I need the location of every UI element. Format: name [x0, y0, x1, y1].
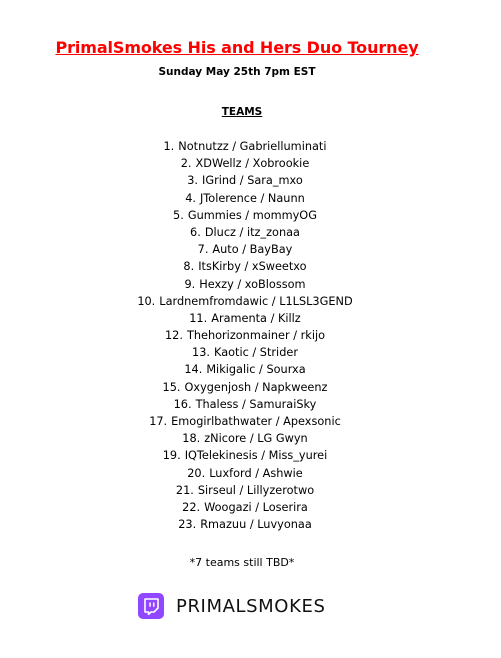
team-number: 23. — [178, 518, 197, 532]
team-names: zNicore / LG Gwyn — [204, 432, 308, 446]
team-number: 19. — [162, 449, 181, 463]
team-names: Thehorizonmainer / rkijo — [186, 329, 326, 343]
team-row — [0, 155, 490, 172]
team-row — [0, 224, 490, 241]
team-number: 4. — [185, 191, 196, 205]
team-names: Hexzy / xoBlossom — [199, 277, 306, 291]
team-names: Auto / BayBay — [212, 243, 293, 257]
team-number: 5. — [173, 208, 184, 222]
team-row — [0, 258, 490, 275]
team-number: 15. — [162, 380, 181, 394]
team-number: 11. — [189, 311, 208, 325]
team-names: IGrind / Sara_mxo — [202, 174, 303, 188]
team-row — [0, 482, 490, 499]
team-names: Lardnemfromdawic / L1LSL3GEND — [159, 294, 353, 308]
event-date: Sunday May 25th 7pm EST — [158, 66, 316, 78]
team-names: Mikigalic / Sourxa — [206, 363, 306, 377]
team-number: 18. — [182, 432, 201, 446]
team-number: 10. — [137, 294, 156, 308]
team-row — [0, 430, 490, 447]
team-list — [0, 138, 490, 533]
team-number: 9. — [184, 277, 196, 291]
team-row — [0, 276, 490, 293]
team-names: Dlucz / itz_zonaa — [204, 225, 300, 239]
team-row — [0, 172, 490, 189]
team-row — [0, 241, 490, 258]
team-names: Luxford / Ashwie — [209, 466, 303, 480]
team-number: 7. — [197, 243, 209, 257]
team-names: Woogazi / Loserira — [204, 500, 308, 514]
team-names: Rmazuu / Luvyonaa — [200, 518, 312, 532]
team-number: 8. — [183, 260, 195, 274]
team-row — [0, 190, 490, 207]
team-row — [0, 447, 490, 464]
twitch-glyph — [143, 598, 159, 615]
team-row — [0, 327, 490, 344]
team-names: Kaotic / Strider — [214, 346, 298, 360]
teams-heading: TEAMS — [221, 106, 263, 118]
team-number: 16. — [173, 397, 192, 411]
team-number: 1. — [163, 140, 175, 153]
team-number: 21. — [175, 483, 194, 497]
team-row — [0, 396, 490, 413]
team-row — [0, 138, 490, 155]
tbd-footnote: *7 teams still TBD* — [189, 556, 295, 569]
brand-footer — [138, 593, 325, 619]
team-row — [0, 310, 490, 327]
team-names: XDWellz / Xobrookie — [195, 157, 310, 171]
team-number: 2. — [180, 157, 192, 171]
team-names: Sirseul / Lillyzerotwo — [197, 483, 315, 497]
team-row — [0, 413, 490, 430]
twitch-icon — [138, 593, 164, 619]
team-row — [0, 293, 490, 310]
team-names: JTolerence / Naunn — [199, 191, 305, 205]
team-row — [0, 344, 490, 361]
team-names: Notnutzz / Gabrielluminati — [178, 140, 327, 153]
team-names: Thaless / SamuraiSky — [195, 397, 317, 411]
team-number: 14. — [184, 363, 203, 377]
team-row — [0, 207, 490, 224]
team-row — [0, 499, 490, 516]
team-row — [0, 379, 490, 396]
team-names: IQTelekinesis / Miss_yurei — [184, 449, 328, 463]
team-number: 13. — [192, 346, 210, 360]
team-row — [0, 465, 490, 482]
team-number: 17. — [149, 415, 168, 428]
team-number: 22. — [182, 500, 201, 514]
team-names: ItsKirby / xSweetxo — [198, 260, 307, 274]
team-number: 6. — [190, 225, 201, 239]
document-title: PrimalSmokes His and Hers Duo Tourney — [55, 38, 419, 57]
team-row — [0, 516, 490, 533]
team-names: Aramenta / Killz — [211, 311, 301, 325]
team-names: Gummies / mommyOG — [187, 208, 317, 222]
team-number: 20. — [187, 466, 206, 480]
team-number: 3. — [187, 174, 198, 188]
team-names: Emogirlbathwater / Apexsonic — [171, 415, 341, 428]
team-row — [0, 361, 490, 378]
team-number: 12. — [164, 329, 183, 343]
team-names: Oxygenjosh / Napkweenz — [184, 380, 328, 394]
brand-name: PRIMALSMOKES — [176, 595, 326, 617]
